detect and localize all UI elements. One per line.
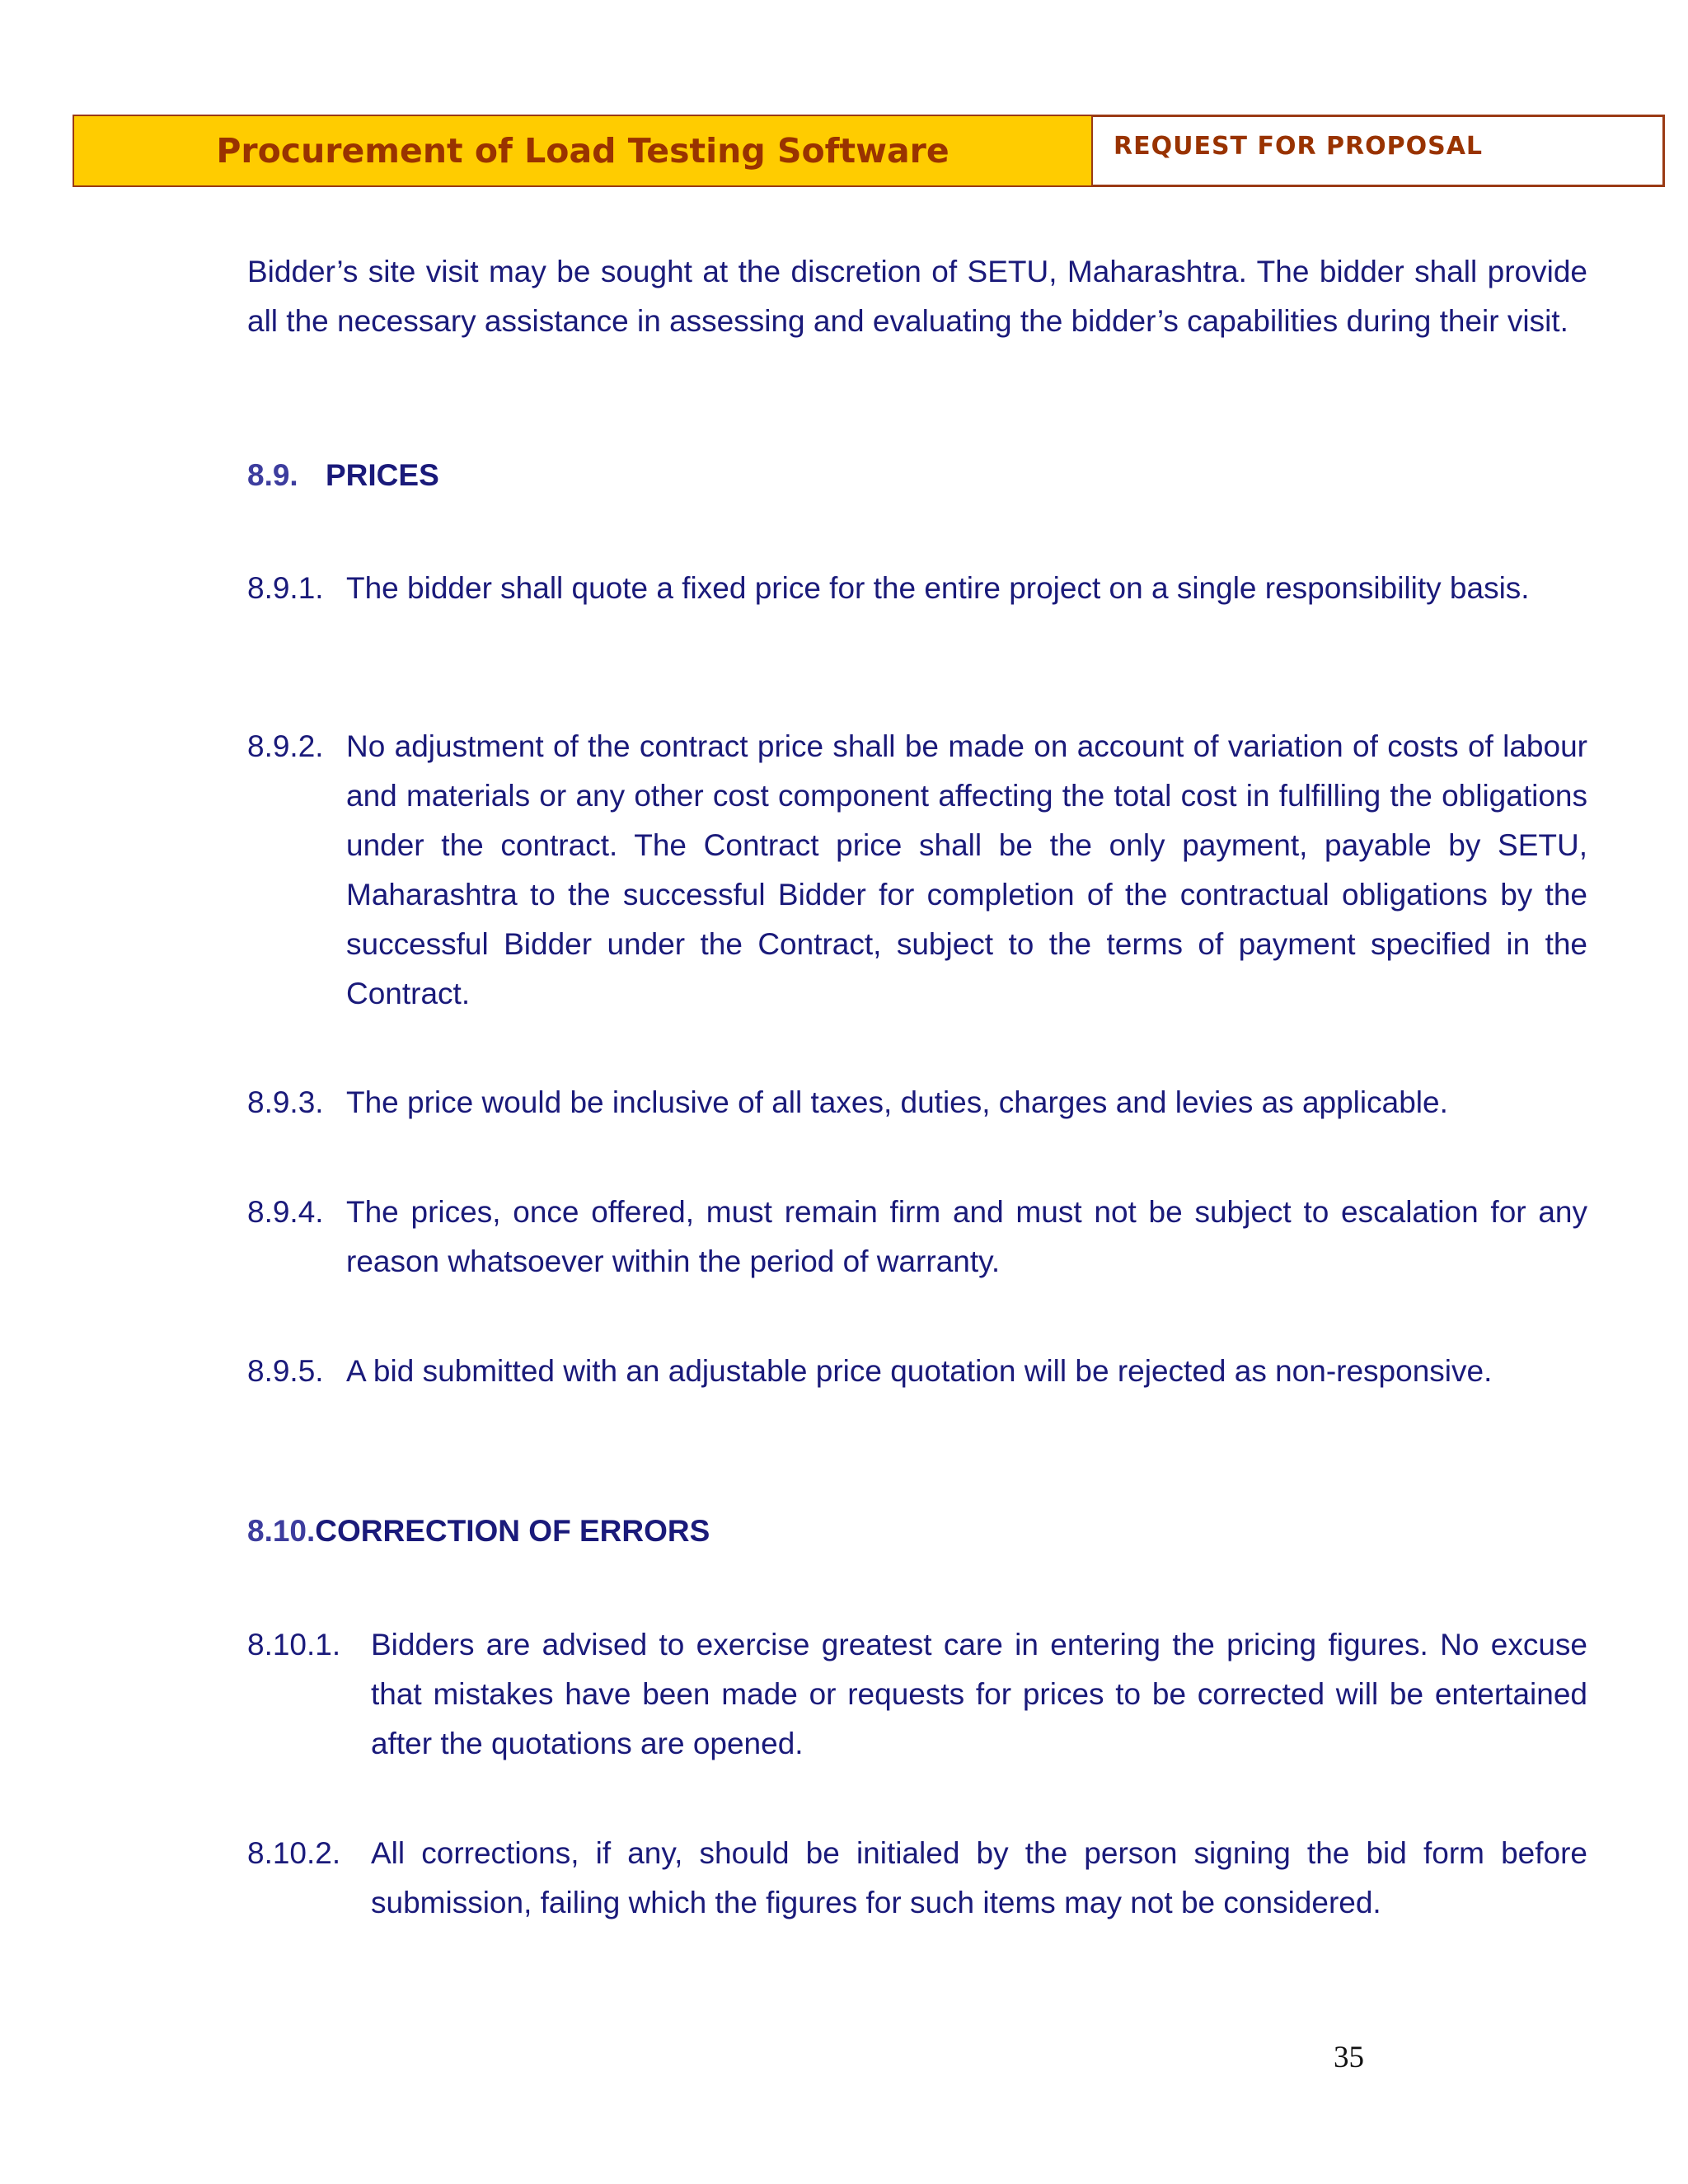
header-title-box <box>73 115 1093 187</box>
list-item-8-10-1 <box>247 1620 1587 1769</box>
section-heading-8-10 <box>247 1514 710 1549</box>
list-item-8-9-2 <box>247 722 1587 1019</box>
intro-paragraph: Bidder’s site visit may be sought at the discretion of SETU, Maharashtra. The bidder shall provide all the necessary assistance in assessing and evaluating the bidder’s capabilities during their visit. <box>247 255 1587 338</box>
header-doc-type-box <box>1093 115 1665 187</box>
item-text: The price would be inclusive of all taxes, duties, charges and levies as applicable. <box>346 1085 1448 1119</box>
section-heading-8-9 <box>247 458 439 493</box>
section-number: 8.10. <box>247 1514 316 1548</box>
item-text: A bid submitted with an adjustable price quotation will be rejected as non-responsive. <box>346 1354 1493 1388</box>
item-number: 8.10.2. <box>247 1836 341 1870</box>
item-text: All corrections, if any, should be initialed by the person signing the bid form before submission, failing which the figures for such items may not be considered. <box>371 1836 1587 1919</box>
item-text: Bidders are advised to exercise greatest care in entering the pricing figures. No excuse that mistakes have been made or requests for prices to be corrected will be entertained after the quotations are opened. <box>371 1628 1587 1760</box>
header-title: Procurement of Load Testing Software <box>216 131 950 171</box>
section-number: 8.9. <box>247 458 298 492</box>
item-text: The bidder shall quote a fixed price for the entire project on a single responsibility basis. <box>346 571 1530 605</box>
item-number: 8.9.3. <box>247 1085 324 1119</box>
list-item-8-9-4 <box>247 1188 1587 1286</box>
item-number: 8.9.5. <box>247 1354 324 1388</box>
section-title: CORRECTION OF ERRORS <box>315 1514 710 1548</box>
item-text: The prices, once offered, must remain firm and must not be subject to escalation for any reason whatsoever within the period of warranty. <box>346 1195 1587 1278</box>
item-number: 8.9.2. <box>247 729 324 763</box>
list-item-8-9-3 <box>247 1078 1587 1127</box>
section-title: PRICES <box>326 458 439 492</box>
intro-paragraph-block <box>247 247 1587 346</box>
item-text: No adjustment of the contract price shall be made on account of variation of costs of labour and materials or any other cost component affecting the total cost in fulfilling the obligations under the contract. The Contract price shall be the only payment, payable by SETU, Maharashtra to the successful Bidder for completion of the contractual obligations by the successful Bidder under the Contract, subject to the terms of payment specified in the Contract. <box>346 729 1587 1010</box>
document-header <box>73 115 1665 187</box>
list-item-8-9-1 <box>247 564 1587 613</box>
header-doc-type: REQUEST FOR PROPOSAL <box>1114 132 1484 161</box>
item-number: 8.9.4. <box>247 1195 324 1229</box>
list-item-8-10-2 <box>247 1829 1587 1928</box>
item-number: 8.10.1. <box>247 1628 341 1661</box>
list-item-8-9-5 <box>247 1347 1587 1396</box>
item-number: 8.9.1. <box>247 571 324 605</box>
page-number: 35 <box>1334 2041 1364 2074</box>
